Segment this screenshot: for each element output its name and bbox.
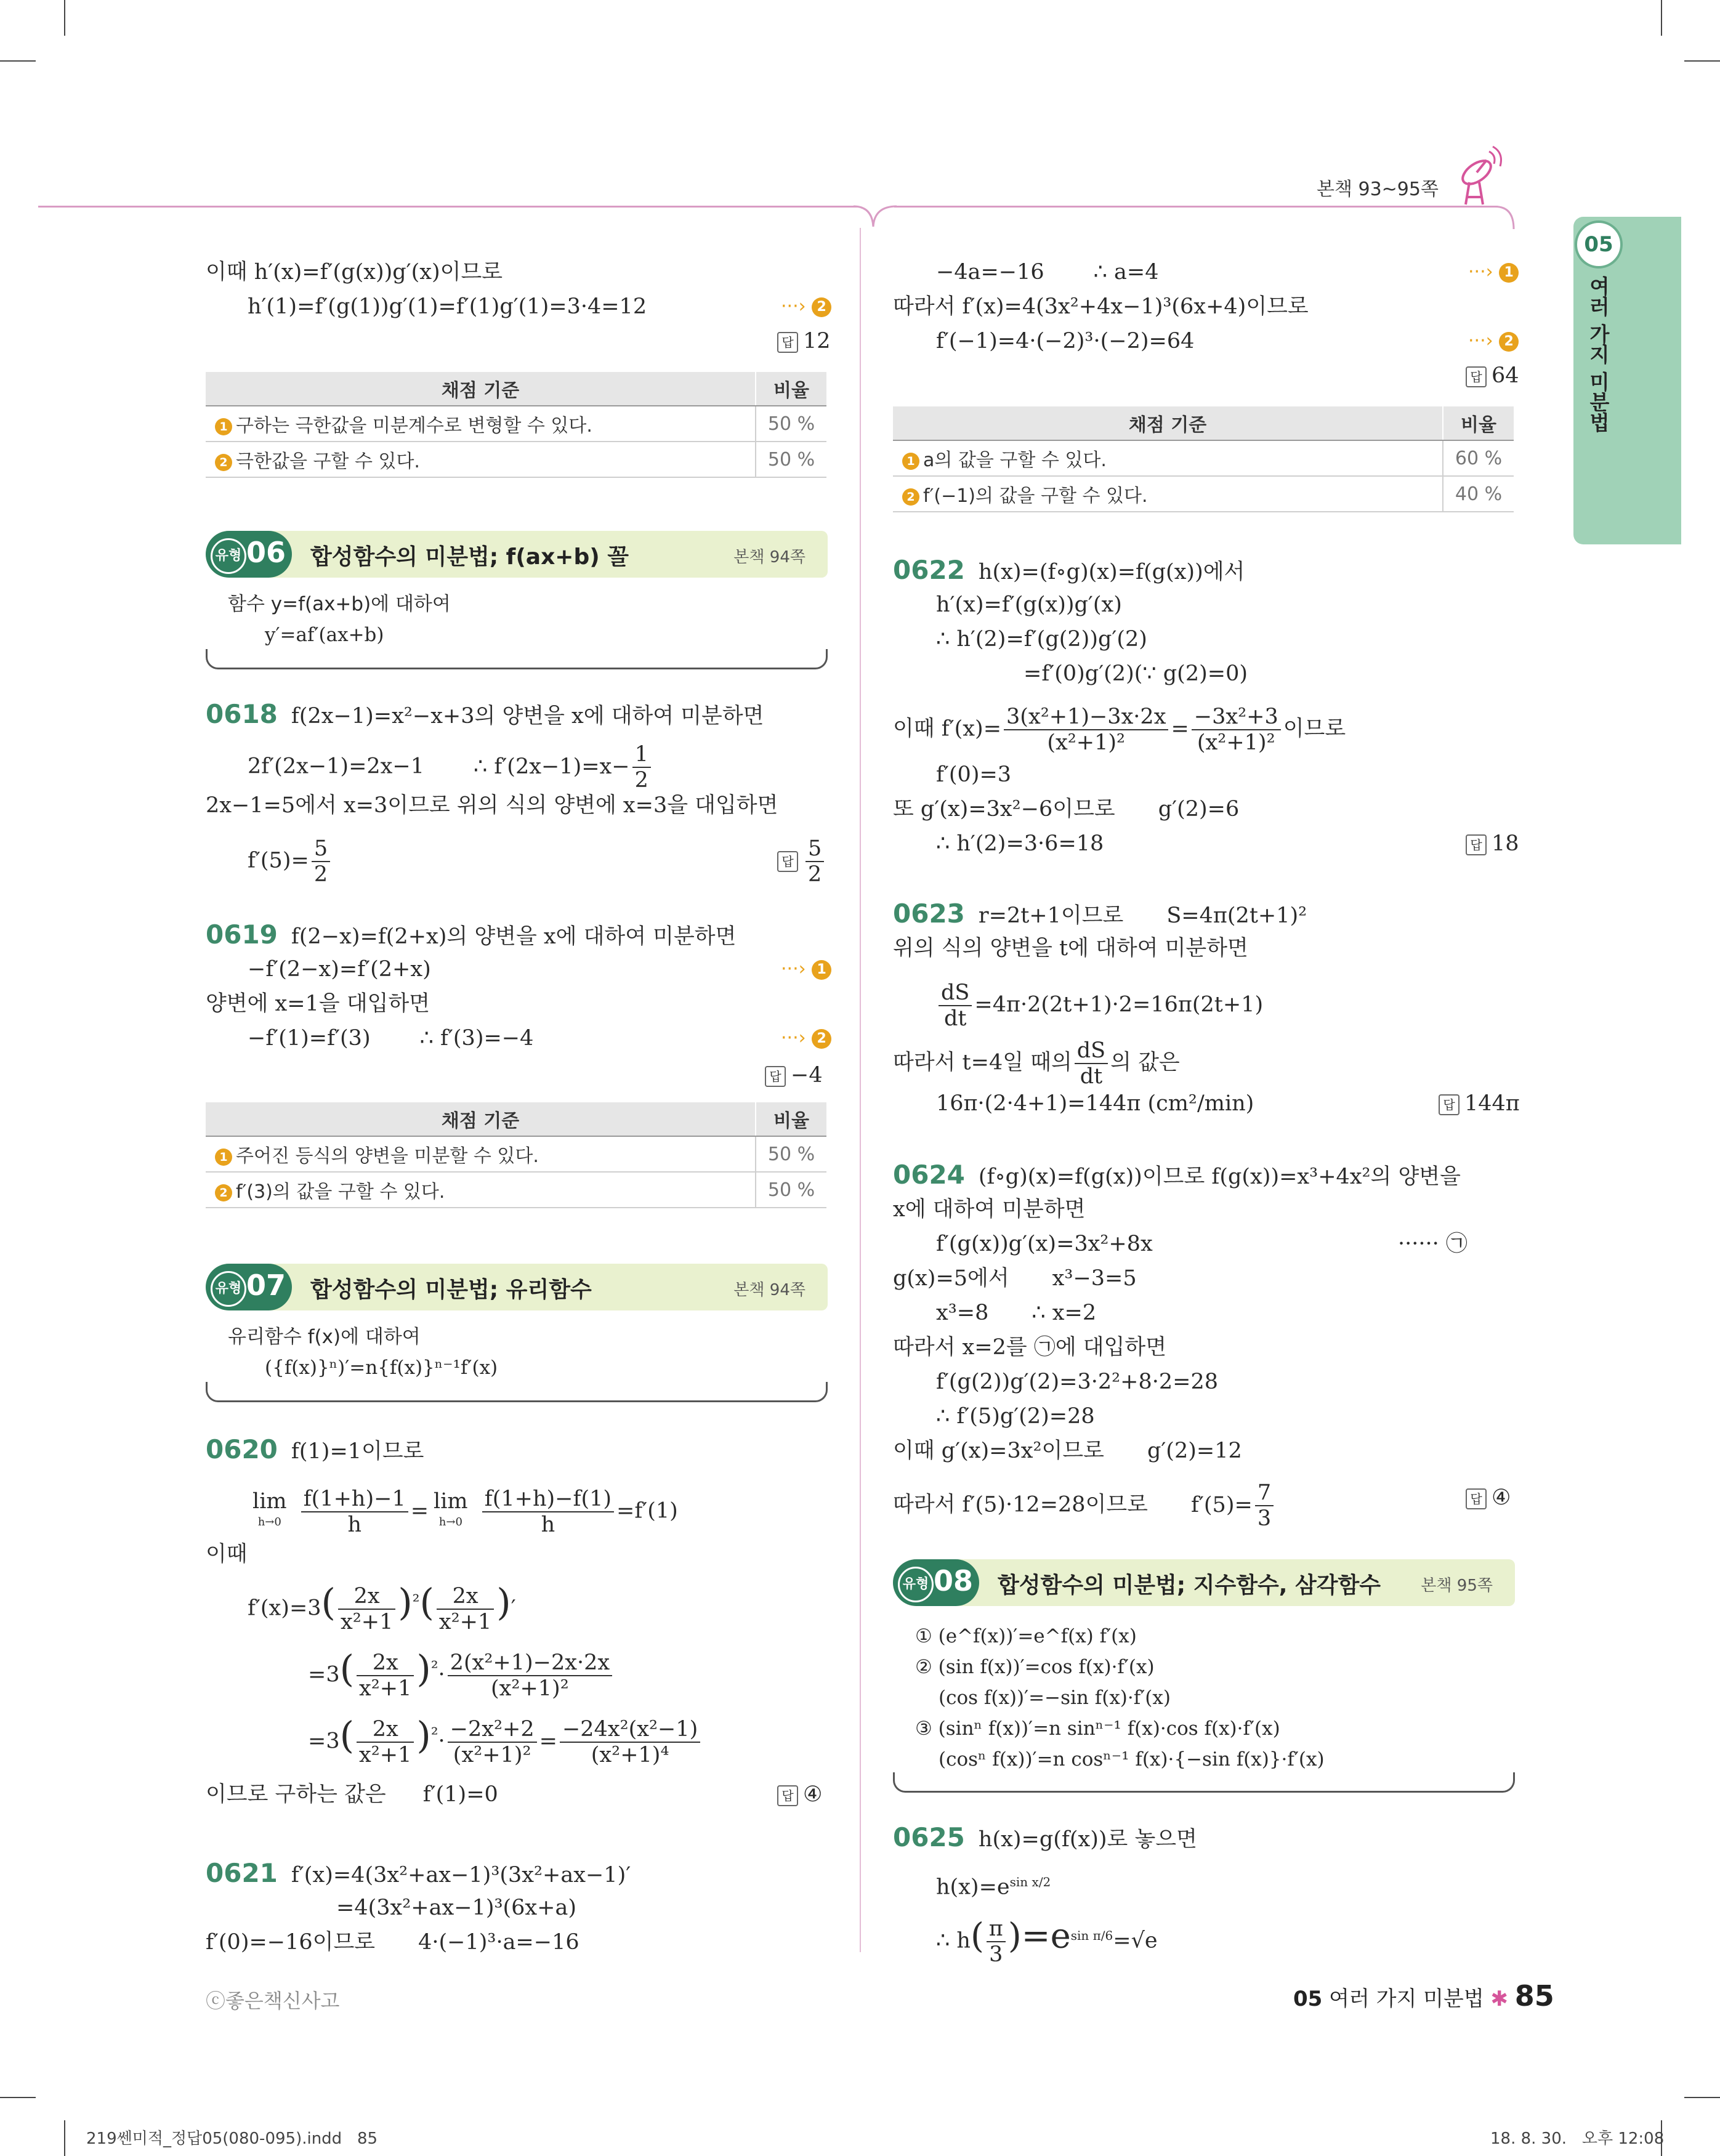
crop-mark — [0, 60, 36, 62]
problem-0620-limit: lim h→0 $\frac{f(1+h)-1}{h}$ = lim h→0 $\frac{f(1+h)-f(1)}{h}$ =f′(1) — [252, 1487, 678, 1537]
problem-0620-itte: 이때 — [206, 1542, 248, 1567]
answer-icon: 답 — [1466, 366, 1487, 387]
type-line2: ② (sin f(x))′=cos f(x)·f′(x) — [915, 1656, 1155, 1678]
problem-0625-line3: ∴ h( $\frac{\pi}{3}$ )$=e^{sin \pi/6}=√e$ — [936, 1916, 1158, 1967]
table-row: 2 f′(3)의 값을 구할 수 있다. 50 % — [206, 1172, 826, 1208]
step-marker: ···› 1 — [781, 952, 831, 987]
problem-0622-line4: =f′(0)g′(2)(∵ g(2)=0) — [1024, 661, 1248, 686]
step-marker: ···› 1 — [1468, 255, 1519, 289]
answer: 답 12 — [777, 324, 831, 358]
header-rule — [894, 206, 1498, 208]
answer: 답 18 — [1466, 826, 1519, 861]
problem-0621-line2: =4(3x²+ax−1)³(6x+a) — [336, 1896, 577, 1920]
problem-0620-eq2: =3( $\frac{2x}{\text{x²+1}}$ )$^{^2}$· $\frac{\text{2(x²+1)−2x·2x}}{\text{(x²+1)²}}$ — [308, 1650, 615, 1701]
crop-mark — [1684, 60, 1720, 62]
type-ref: 본책 94쪽 — [733, 1281, 805, 1299]
footer-chapter: 05 여러 가지 미분법 ✱ 85 — [1293, 1979, 1554, 2013]
problem-0623-line2: 위의 식의 양변을 t에 대하여 미분하면 — [893, 936, 1248, 961]
type-box-07 — [206, 1264, 828, 1405]
satellite-dish-icon — [1451, 145, 1506, 207]
type-line1: 유리함수 f(x)에 대하여 — [228, 1326, 421, 1348]
problem-0623-line5: 16π·(2·4+1)=144π (cm²/min) — [936, 1091, 1254, 1116]
type-ref: 본책 95쪽 — [1421, 1577, 1493, 1595]
crop-mark — [1684, 2097, 1720, 2098]
grading-table — [206, 1102, 826, 1208]
problem-0624-line4: g(x)=5에서 x³−3=5 — [893, 1266, 1137, 1291]
header-ref: 본책 93~95쪽 — [1317, 179, 1439, 200]
type-line5: (cosⁿ f(x))′=n cosⁿ⁻¹ f(x)·{−sin f(x)}·f′(x) — [939, 1748, 1325, 1770]
problem-0619-line1: 0619 f(2−x)=f(2+x)의 양변을 x에 대하여 미분하면 — [206, 919, 737, 950]
problem-0624-line2: x에 대하여 미분하면 — [893, 1197, 1086, 1222]
grading-table — [893, 406, 1514, 512]
column-divider — [860, 228, 861, 1952]
problem-0618-line4: f′(5)= $\frac{5}{2}$ — [248, 836, 333, 887]
crop-mark — [1661, 0, 1662, 36]
answer: 답 ④ — [777, 1777, 822, 1812]
file-info: 219쎈미적_정답05(080-095).indd 85 — [86, 2130, 378, 2148]
type-box-08 — [893, 1559, 1515, 1793]
table-header: 채점 기준 — [206, 372, 756, 406]
table-row: 2 f′(−1)의 값을 구할 수 있다. 40 % — [893, 476, 1514, 512]
type-line2: ({f(x)}ⁿ)′=n{f(x)}ⁿ⁻¹f′(x) — [265, 1357, 498, 1379]
problem-0622-line6: f′(0)=3 — [936, 762, 1012, 787]
answer: 답 144π — [1439, 1086, 1520, 1121]
side-tab — [1573, 217, 1681, 544]
side-tab-chapter: 05 — [1575, 220, 1623, 268]
problem-0623-line1: 0623 r=2t+1이므로 S=4π(2t+1)² — [893, 898, 1307, 929]
type-ref: 본책 94쪽 — [733, 548, 805, 567]
type-line1: ① (e^f(x))′=e^f(x) f′(x) — [915, 1625, 1137, 1647]
right-cont-line3: f′(−1)=4·(−2)³·(−2)=64 — [936, 329, 1195, 353]
problem-0619-line2: −f′(2−x)=f′(2+x) — [248, 957, 431, 982]
answer: 답 64 — [1466, 358, 1519, 393]
problem-0618-line1: 0618 f(2x−1)=x²−x+3의 양변을 x에 대하여 미분하면 — [206, 699, 764, 729]
right-cont-line2: 따라서 f′(x)=4(3x²+4x−1)³(6x+4)이므로 — [893, 294, 1309, 319]
answer-icon: 답 — [777, 332, 798, 353]
answer: 답 $\frac{5}{2}$ — [777, 836, 826, 887]
problem-0625-line1: 0625 h(x)=g(f(x))로 놓으면 — [893, 1822, 1197, 1852]
print-date: 18. 8. 30. 오후 12:08 — [1490, 2130, 1665, 2148]
problem-0624-line5: x³=8 ∴ x=2 — [936, 1301, 1097, 1325]
problem-0622-line1: 0622 h(x)=(f∘g)(x)=f(g(x))에서 — [893, 555, 1245, 585]
side-tab-title: 여러 가지 미분법 — [1586, 276, 1610, 432]
problem-0618-line2: 2f′(2x−1)=2x−1 ∴ f′(2x−1)=x− $\frac{1}{2}$ — [248, 742, 653, 793]
crop-mark — [0, 2097, 36, 2098]
problem-0624-line9: 이때 g′(x)=3x²이므로 g′(2)=12 — [893, 1439, 1242, 1463]
problem-0618-line3: 2x−1=5에서 x=3이므로 위의 식의 양변에 x=3을 대입하면 — [206, 793, 778, 818]
table-header: 비율 — [756, 372, 826, 406]
problem-0620-last: 이므로 구하는 값은 f′(1)=0 — [206, 1782, 498, 1807]
answer: 답 −4 — [765, 1058, 823, 1092]
answer-icon: 답 — [777, 1785, 798, 1806]
problem-0625-line2: $h(x)=e^{sin x/2}$ — [936, 1875, 1051, 1900]
problem-0622-line5: 이때 f′(x)= $\frac{\text{3(x²+1)−3x·2x}}{\text{(x²+1)²}}$ = $\frac{\text{−3x²+3}}{\text{(x²+1)²}}$ 이므로 — [893, 705, 1346, 755]
type-line1: 함수 y=f(ax+b)에 대하여 — [228, 593, 451, 615]
type-badge: 유형 08 — [893, 1559, 979, 1606]
left-cont-line1: 이때 h′(x)=f′(g(x))g′(x)이므로 — [206, 260, 503, 285]
table-header: 비율 — [1443, 406, 1514, 440]
table-header: 비율 — [756, 1102, 826, 1136]
answer-icon: 답 — [1466, 834, 1487, 855]
problem-0622-line7: 또 g′(x)=3x²−6이므로 g′(2)=6 — [893, 797, 1240, 822]
answer-icon: 답 — [765, 1066, 786, 1087]
problem-0622-line2: h′(x)=f′(g(x))g′(x) — [936, 592, 1122, 617]
answer-icon: 답 — [777, 851, 798, 872]
type-title: 합성함수의 미분법; 유리함수 — [310, 1277, 592, 1302]
header-rule-end — [1495, 206, 1520, 230]
type-line2: y′=af′(ax+b) — [265, 624, 384, 646]
answer: 답 ④ — [1466, 1480, 1511, 1515]
table-header: 채점 기준 — [206, 1102, 756, 1136]
header-rule — [38, 206, 857, 208]
type-title: 합성함수의 미분법; 지수함수, 삼각함수 — [998, 1573, 1381, 1598]
crop-mark — [64, 2120, 65, 2156]
left-cont-line2: h′(1)=f′(g(1))g′(1)=f′(1)g′(1)=3·4=12 — [248, 294, 647, 319]
problem-0619-line4: −f′(1)=f′(3) ∴ f′(3)=−4 — [248, 1026, 534, 1051]
table-row: 1 a의 값을 구할 수 있다. 60 % — [893, 440, 1514, 476]
problem-0621-line1: 0621 f′(x)=4(3x²+ax−1)³(3x²+ax−1)′ — [206, 1858, 631, 1888]
right-cont-line1: −4a=−16 ∴ a=4 — [936, 260, 1159, 285]
problem-0624-line1: 0624 (f∘g)(x)=f(g(x))이므로 f(g(x))=x³+4x²의 양변을 — [893, 1160, 1461, 1190]
problem-0624-line8: ∴ f′(5)g′(2)=28 — [936, 1404, 1095, 1429]
problem-0624-ref: ······ ㉠ — [1398, 1232, 1468, 1256]
step-marker: ···› 2 — [1468, 324, 1519, 358]
type-badge: 유형 07 — [206, 1264, 292, 1310]
problem-0624-line6: 따라서 x=2를 ㉠에 대입하면 — [893, 1335, 1167, 1360]
type-badge: 유형 06 — [206, 531, 292, 578]
crop-mark — [64, 0, 65, 36]
problem-0623-line4: 따라서 t=4일 때의 $\frac{dS}{dt}$ 의 값은 — [893, 1038, 1180, 1089]
copyright: ⓒ좋은책신사고 — [206, 1989, 340, 2013]
problem-0624-line7: f′(g(2))g′(2)=3·2²+8·2=28 — [936, 1370, 1218, 1394]
problem-0620-line1: 0620 f(1)=1이므로 — [206, 1434, 424, 1464]
problem-0624-line10: 따라서 f′(5)·12=28이므로 f′(5)= $\frac{7}{3}$ — [893, 1480, 1276, 1531]
answer-icon: 답 — [1439, 1094, 1460, 1115]
problem-0619-line3: 양변에 x=1을 대입하면 — [206, 991, 430, 1016]
header-rule-notch — [854, 203, 897, 228]
problem-0624-line3: f′(g(x))g′(x)=3x²+8x — [936, 1232, 1153, 1256]
table-row: 2 극한값을 구할 수 있다. 50 % — [206, 442, 826, 477]
problem-0620-eq1: f′(x)=3( $\frac{2x}{\text{x²+1}}$ )$^{^2}$( $\frac{2x}{\text{x²+1}}$ )′ — [248, 1581, 516, 1635]
step-marker: ···› 2 — [781, 289, 831, 324]
problem-0622-line8: ∴ h′(2)=3·6=18 — [936, 831, 1104, 856]
table-header: 채점 기준 — [893, 406, 1443, 440]
problem-0623-line3: $\frac{dS}{dt}$ =4π·2(2t+1)·2=16π(2t+1) — [936, 980, 1263, 1031]
answer-icon: 답 — [1466, 1488, 1487, 1509]
type-box-06 — [206, 531, 828, 672]
step-marker: ···› 2 — [781, 1021, 831, 1056]
table-row: 1 주어진 등식의 양변을 미분할 수 있다. 50 % — [206, 1136, 826, 1172]
type-line3: (cos f(x))′=−sin f(x)·f′(x) — [939, 1687, 1171, 1709]
type-line4: ③ (sinⁿ f(x))′=n sinⁿ⁻¹ f(x)·cos f(x)·f′(x) — [915, 1718, 1280, 1740]
grading-table — [206, 372, 826, 478]
problem-0622-line3: ∴ h′(2)=f′(g(2))g′(2) — [936, 627, 1147, 652]
type-title: 합성함수의 미분법; f(ax+b) 꼴 — [310, 544, 629, 570]
table-row: 1 구하는 극한값을 미분계수로 변형할 수 있다. 50 % — [206, 406, 826, 442]
problem-0621-line3: f′(0)=−16이므로 4·(−1)³·a=−16 — [206, 1930, 579, 1955]
problem-0620-eq3: =3( $\frac{2x}{\text{x²+1}}$ )$^{^2}$· $\frac{\text{−2x²+2}}{\text{(x²+1)²}}$ = $\frac{\text{−24x²(x²−1)}}{\text{(x²+1)⁴}}$ — [308, 1717, 703, 1767]
